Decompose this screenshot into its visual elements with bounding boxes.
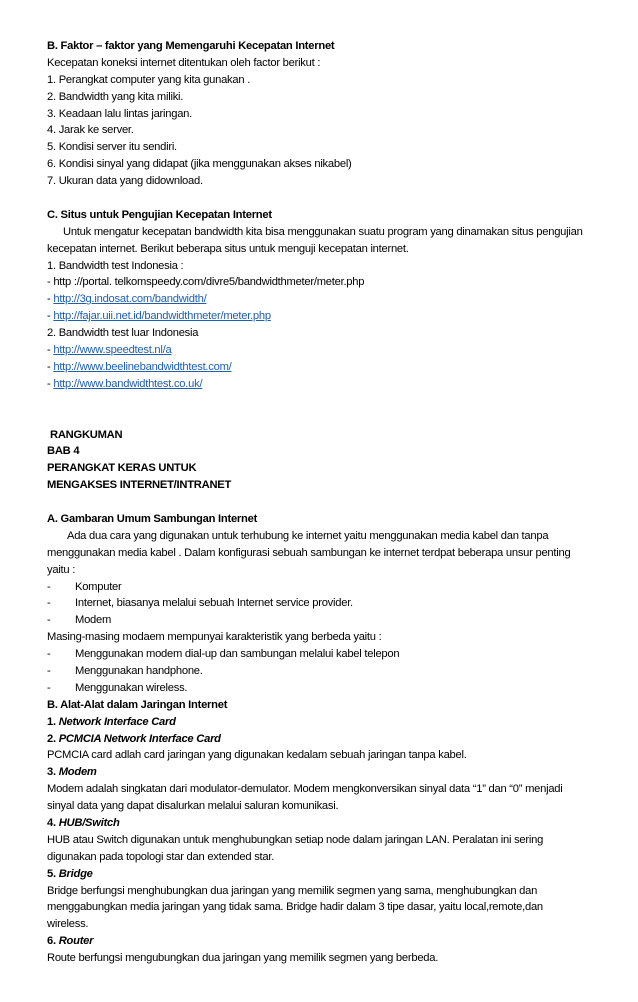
section-b-title: B. Faktor – faktor yang Memengaruhi Kecepatan Internet (47, 40, 335, 52)
link-telkomspeedy: - http ://portal. telkomspeedy.com/divre5/bandwidthmeter/meter.php (47, 276, 365, 289)
device-heading-pcmcia: 2. PCMCIA Network Interface Card (47, 732, 221, 745)
device-desc-bridge-line1: Bridge berfungsi menghubungkan dua jaringan yang memilik segmen yang sama, menghubungkan dan (47, 884, 538, 897)
bandwidth-test-luar-label: 2. Bandwidth test luar Indonesia (47, 327, 199, 340)
list-item: 5. Kondisi server itu sendiri. (47, 141, 177, 154)
link-speedtest[interactable]: http://www.speedtest.nl/a (53, 344, 172, 357)
list-item: - Menggunakan handphone. (47, 663, 607, 680)
dash: - (47, 293, 54, 306)
dash: - (47, 614, 51, 627)
section-c-para-line2: kecepatan internet. Berikut beberapa situs untuk menguji kecepatan internet. (47, 242, 409, 255)
list-item: - Internet, biasanya melalui sebuah Internet service provider. (47, 595, 607, 612)
section-a-para-line2: menggunakan media kabel . Dalam konfigurasi sebuah sambungan ke internet terdpat beberapa unsur penting (47, 546, 571, 559)
link-row-bandwidthtest (47, 376, 607, 393)
list-item: - Komputer (47, 579, 607, 596)
dash: - (47, 310, 54, 323)
device-desc-bridge-line3: wireless. (47, 918, 89, 931)
dash: - (47, 648, 51, 661)
dash: - (47, 344, 54, 357)
list-item: 6. Kondisi sinyal yang didapat (jika menggunakan akses nikabel) (47, 158, 352, 171)
list-item: 3. Keadaan lalu lintas jaringan. (47, 107, 193, 120)
list-item: 1. Perangkat computer yang kita gunakan . (47, 73, 251, 86)
device-desc-hub-line2: digunakan pada topologi star dan extended star. (47, 850, 275, 863)
link-fajar[interactable]: http://fajar.uii.net.id/bandwidthmeter/meter.php (53, 310, 271, 323)
link-beeline[interactable]: http://www.beelinebandwidthtest.com/ (53, 360, 232, 373)
device-heading-nic: 1. Network Interface Card (47, 715, 176, 728)
device-desc-modem-line2: sinyal data yang dapat disalurkan melalui saluran komunikasi. (47, 800, 339, 813)
section-b-intro: Kecepatan koneksi internet ditentukan oleh factor berikut : (47, 56, 321, 69)
chapter-title-line1: PERANGKAT KERAS UNTUK (47, 462, 197, 475)
section-a-title: A. Gambaran Umum Sambungan Internet (47, 512, 258, 525)
section-a-para-line1: Ada dua cara yang digunakan untuk terhubung ke internet yaitu menggunakan media kabel dan tanpa (67, 529, 549, 542)
modem-intro: Masing-masing modaem mempunyai karakteristik yang berbeda yaitu : (47, 631, 382, 644)
list-item: - Modem (47, 612, 607, 629)
dash: - (47, 360, 54, 373)
device-desc-modem-line1: Modem adalah singkatan dari modulator-demulator. Modem mengkonversikan sinyal data “1” dan “0” menjadi (47, 783, 563, 796)
dash: - (47, 664, 51, 677)
dash: - (47, 377, 54, 390)
list-item: - Menggunakan modem dial-up dan sambungan melalui kabel telepon (47, 646, 607, 663)
device-desc-hub-line1: HUB atau Switch digunakan untuk menghubungkan setiap node dalam jaringan LAN. Peralatan ini sering (47, 833, 544, 846)
device-desc-bridge-line2: menggabungkan media jaringan yang tidak sama. Bridge hadir dalam 3 tipe dasar, yaitu local,remote,dan (47, 901, 543, 914)
list-item: 4. Jarak ke server. (47, 124, 134, 137)
device-heading-bridge: 5. Bridge (47, 867, 93, 880)
link-bandwidthtest[interactable]: http://www.bandwidthtest.co.uk/ (53, 377, 203, 390)
list-item: 7. Ukuran data yang didownload. (47, 175, 203, 188)
bandwidth-test-indonesia-label: 1. Bandwidth test Indonesia : (47, 259, 184, 272)
device-heading-modem: 3. Modem (47, 766, 97, 779)
device-heading-hub: 4. HUB/Switch (47, 816, 120, 829)
section-c-para-line1: Untuk mengatur kecepatan bandwidth kita bisa menggunakan suatu program yang dinamakan situs pengujian (63, 225, 583, 238)
section-b2-title: B. Alat-Alat dalam Jaringan Internet (47, 698, 228, 711)
list-item: - Menggunakan wireless. (47, 680, 607, 697)
link-row-fajar (47, 308, 607, 325)
chapter-label: BAB 4 (47, 445, 80, 458)
dash: - (47, 597, 51, 610)
section-a-para-line3: yaitu : (47, 563, 76, 576)
link-row-speedtest (47, 342, 607, 359)
link-row-indosat (47, 291, 607, 308)
document-page (47, 38, 607, 967)
chapter-title-line2: MENGAKSES INTERNET/INTRANET (47, 479, 232, 492)
device-desc-pcmcia: PCMCIA card adlah card jaringan yang digunakan kedalam sebuah jaringan tanpa kabel. (47, 749, 467, 762)
device-heading-router: 6. Router (47, 935, 94, 948)
list-item: 2. Bandwidth yang kita miliki. (47, 90, 184, 103)
device-desc-router: Route berfungsi mengubungkan dua jaringan yang memilik segmen yang berbeda. (47, 952, 439, 965)
section-c-title: C. Situs untuk Pengujian Kecepatan Internet (47, 208, 272, 221)
dash: - (47, 580, 51, 593)
summary-heading: RANGKUMAN (50, 428, 123, 441)
link-row-beeline (47, 359, 607, 376)
link-indosat[interactable]: http://3g.indosat.com/bandwidth/ (53, 293, 207, 306)
dash: - (47, 681, 51, 694)
